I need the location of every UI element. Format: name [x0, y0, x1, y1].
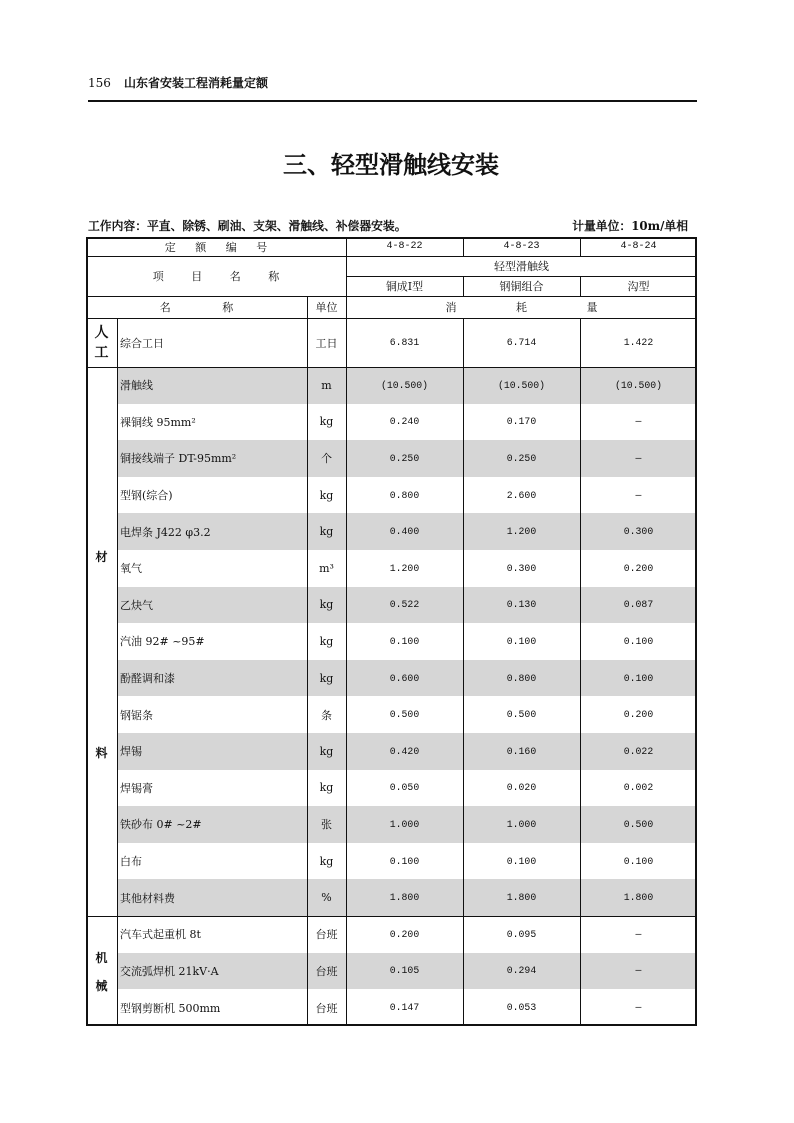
item-name: 氧气 — [120, 562, 142, 576]
type-label: 沟型 — [627, 280, 650, 293]
category-materials-char: 料 — [95, 746, 108, 760]
value-4-8-23: (10.500) — [497, 379, 546, 391]
value-4-8-23: 0.300 — [506, 562, 537, 574]
value-4-8-23: 0.250 — [506, 452, 537, 464]
consumption-header: 消 耗 量 — [445, 301, 626, 314]
unit-column-header: 单位 — [315, 301, 338, 314]
item-unit: m — [321, 378, 332, 392]
value-4-8-23: 0.160 — [506, 745, 537, 757]
value-4-8-23: 2.600 — [506, 489, 537, 501]
item-unit: kg — [319, 415, 334, 429]
item-name: 综合工日 — [120, 336, 164, 350]
value-4-8-22: 0.800 — [389, 489, 420, 501]
value-4-8-24: 1.800 — [623, 892, 654, 904]
item-name: 汽油 92# ~95# — [120, 635, 205, 649]
value-4-8-22: 0.200 — [389, 928, 420, 940]
item-name: 乙炔气 — [120, 598, 153, 612]
value-4-8-24: 0.200 — [623, 709, 654, 721]
item-unit: 工日 — [315, 336, 338, 350]
value-4-8-24: 1.422 — [623, 337, 654, 348]
value-4-8-24: — — [635, 965, 642, 977]
book-title: 山东省安装工程消耗量定额 — [124, 76, 269, 90]
item-name: 型钢(综合) — [120, 489, 173, 503]
item-unit: 张 — [321, 818, 332, 832]
name-column-header: 名 称 — [159, 301, 258, 314]
item-name: 钢锯条 — [120, 708, 153, 722]
value-4-8-24: 0.300 — [623, 526, 654, 538]
value-4-8-24: 0.200 — [623, 562, 654, 574]
value-4-8-24: 0.022 — [623, 745, 654, 757]
value-4-8-24: 0.087 — [623, 599, 654, 611]
value-4-8-22: 0.250 — [389, 452, 420, 464]
measurement-unit: 计量单位：10m/单相 — [572, 219, 688, 233]
item-unit: 台班 — [315, 964, 338, 978]
section-title: 三、轻型滑触线安装 — [283, 150, 499, 179]
item-unit: kg — [319, 744, 334, 758]
value-4-8-23: 0.020 — [506, 782, 537, 794]
value-4-8-24: — — [635, 928, 642, 940]
value-4-8-24: — — [635, 489, 642, 501]
value-4-8-22: 0.522 — [389, 599, 420, 611]
value-4-8-22: 0.100 — [389, 635, 420, 647]
value-4-8-22: 1.800 — [389, 892, 420, 904]
quota-table — [86, 237, 697, 1026]
value-4-8-23: 1.200 — [506, 526, 537, 538]
item-unit: 个 — [321, 452, 332, 466]
header-rule — [88, 100, 697, 102]
value-4-8-22: 1.200 — [389, 562, 420, 574]
item-unit: m³ — [319, 561, 334, 575]
value-4-8-23: 0.130 — [506, 599, 537, 611]
value-4-8-23: 0.100 — [506, 635, 537, 647]
item-name: 电焊条 J422 φ3.2 — [120, 525, 211, 539]
item-unit: 台班 — [315, 1001, 338, 1015]
value-4-8-23: 6.714 — [506, 337, 537, 348]
item-name: 白布 — [120, 855, 142, 869]
value-4-8-24: — — [635, 452, 642, 464]
value-4-8-23: 0.294 — [506, 965, 537, 977]
item-name: 焊锡 — [120, 745, 142, 759]
item-name: 裸铜线 95mm² — [120, 415, 196, 429]
item-unit: kg — [319, 488, 334, 502]
value-4-8-22: 1.000 — [389, 818, 420, 830]
value-4-8-24: 0.002 — [623, 782, 654, 794]
item-name: 酚醛调和漆 — [120, 672, 175, 686]
type-label: 钢铜组合 — [499, 280, 544, 293]
item-unit: 条 — [321, 708, 332, 722]
value-4-8-22: 0.050 — [389, 782, 420, 794]
category-machinery-char: 机 — [95, 951, 108, 965]
value-4-8-24: — — [635, 1002, 642, 1014]
value-4-8-22: 0.500 — [389, 709, 420, 721]
value-4-8-24: 0.500 — [623, 818, 654, 830]
item-name: 型钢剪断机 500mm — [120, 1001, 221, 1015]
value-4-8-23: 0.095 — [506, 928, 537, 940]
quota-code-label: 定 额 编 号 — [164, 240, 276, 254]
value-4-8-22: 0.420 — [389, 745, 420, 757]
value-4-8-24: — — [635, 416, 642, 428]
item-unit: kg — [319, 854, 334, 868]
value-4-8-23: 1.000 — [506, 818, 537, 830]
work-content: 工作内容：平直、除锈、刷油、支架、滑触线、补偿器安装。 — [88, 219, 407, 233]
value-4-8-22: 0.240 — [389, 416, 420, 428]
table-frame — [86, 237, 697, 1026]
item-unit: kg — [319, 525, 334, 539]
value-4-8-23: 0.100 — [506, 855, 537, 867]
item-unit: kg — [319, 634, 334, 648]
value-4-8-23: 0.170 — [506, 416, 537, 428]
category-materials-char: 材 — [95, 550, 108, 564]
quota-code: 4-8-23 — [503, 241, 540, 252]
value-4-8-22: 0.600 — [389, 672, 420, 684]
item-name: 铜接线端子 DT-95mm² — [120, 452, 237, 466]
category-labor-char: 工 — [94, 344, 109, 361]
item-name: 铁砂布 0# ~2# — [120, 818, 202, 832]
item-unit: 台班 — [315, 928, 338, 942]
quota-code: 4-8-24 — [620, 241, 657, 252]
quota-code: 4-8-22 — [386, 241, 423, 252]
value-4-8-22: 6.831 — [389, 337, 420, 348]
category-labor-char: 人 — [94, 324, 109, 341]
item-name: 汽车式起重机 8t — [120, 928, 201, 942]
value-4-8-22: 0.147 — [389, 1002, 420, 1014]
item-name: 交流弧焊机 21kV·A — [120, 964, 219, 978]
item-name: 滑触线 — [120, 379, 153, 393]
item-unit: kg — [319, 781, 334, 795]
item-unit: kg — [319, 671, 334, 685]
value-4-8-23: 0.800 — [506, 672, 537, 684]
value-4-8-24: 0.100 — [623, 672, 654, 684]
category-machinery-char: 械 — [95, 979, 108, 993]
group-label: 轻型滑触线 — [494, 260, 549, 273]
value-4-8-22: 0.100 — [389, 855, 420, 867]
item-unit: kg — [319, 598, 334, 612]
item-unit: % — [321, 891, 332, 905]
value-4-8-23: 1.800 — [506, 892, 537, 904]
value-4-8-22: 0.105 — [389, 965, 420, 977]
item-name: 焊锡膏 — [120, 781, 153, 795]
value-4-8-23: 0.053 — [506, 1002, 537, 1014]
page-number: 156 — [88, 76, 111, 90]
item-name: 其他材料费 — [120, 891, 175, 905]
value-4-8-24: 0.100 — [623, 855, 654, 867]
value-4-8-24: 0.100 — [623, 635, 654, 647]
value-4-8-24: (10.500) — [614, 379, 663, 391]
value-4-8-23: 0.500 — [506, 709, 537, 721]
item-name-label: 项 目 名 称 — [152, 270, 292, 283]
value-4-8-22: (10.500) — [380, 379, 429, 391]
value-4-8-22: 0.400 — [389, 526, 420, 538]
type-label: 铜成I型 — [385, 280, 424, 293]
